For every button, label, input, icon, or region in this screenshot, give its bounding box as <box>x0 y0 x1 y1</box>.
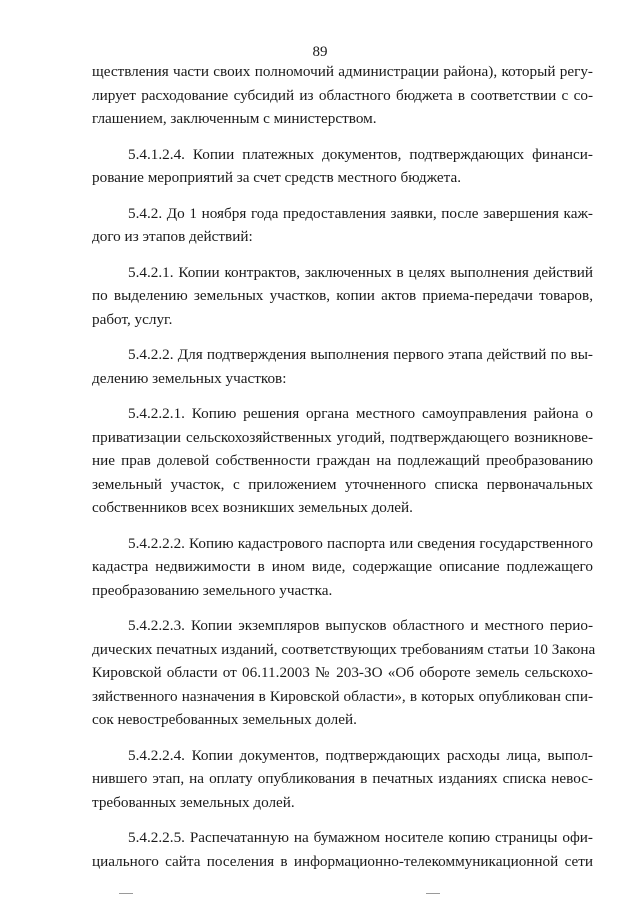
paragraph-p4 <box>92 343 593 390</box>
paragraph-p7 <box>92 614 596 732</box>
text-line: преобразованию земельного участка. <box>92 581 333 599</box>
text-line: ние прав долевой собственности граждан на подлежащий преобразованию <box>92 452 593 469</box>
text-line: дических печатных изданий, соответствующих требованиям статьи 10 Закона <box>92 640 596 658</box>
text-line: 5.4.2.2.1. Копию решения органа местного самоуправления района о <box>128 405 593 422</box>
paragraph-p2 <box>92 202 593 249</box>
text-line: 5.4.2.2.5. Распечатанную на бумажном носителе копию страницы офи- <box>128 829 593 846</box>
text-line: 5.4.2.2.3. Копии экземпляров выпусков областного и местного перио- <box>128 617 593 634</box>
paragraph-p0 <box>92 60 593 131</box>
text-line: 5.4.2.2.2. Копию кадастрового паспорта или сведения государственного <box>128 534 593 552</box>
text-line: земельный участок, с приложением уточненного списка первоначальных <box>92 475 593 493</box>
paragraph-p1 <box>92 143 593 190</box>
text-line: 5.4.2.1. Копии контрактов, заключенных в целях выполнения действий <box>128 263 593 281</box>
text-line: требованных земельных долей. <box>92 793 295 811</box>
text-line: кадастра недвижимости в ином виде, содержащие описание подлежащего <box>92 558 593 575</box>
text-line: лирует расходование субсидий из областного бюджета в соответствии с со- <box>92 86 593 104</box>
text-line: 5.4.2.2. Для подтверждения выполнения первого этапа действий по вы- <box>128 346 593 363</box>
scan-mark <box>426 893 440 894</box>
text-line: 5.4.2.2.4. Копии документов, подтверждающих расходы лица, выпол- <box>128 746 593 764</box>
text-line: работ, услуг. <box>92 310 173 328</box>
text-line: циального сайта поселения в информационно-телекоммуникационной сети <box>92 852 593 870</box>
text-line: ществления части своих полномочий администрации района), который регу- <box>92 63 593 80</box>
paragraph-p8 <box>92 744 593 815</box>
text-line: глашением, заключенным с министерством. <box>92 110 377 127</box>
text-line: 5.4.1.2.4. Копии платежных документов, подтверждающих финанси- <box>128 145 593 163</box>
page-number: 89 <box>312 44 328 60</box>
paragraph-p9 <box>92 826 593 873</box>
text-line: рование мероприятий за счет средств местного бюджета. <box>92 169 461 186</box>
text-line: 5.4.2. До 1 ноября года предоставления заявки, после завершения каж- <box>128 204 593 222</box>
text-line: Кировской области от 06.11.2003 № 203-ЗО «Об обороте земель сельскохо- <box>92 664 593 681</box>
text-line: нившего этап, на оплату опубликования в печатных изданиях списка невос- <box>92 770 593 787</box>
text-line: приватизации сельскохозяйственных угодий, подтверждающего возникнове- <box>92 428 593 446</box>
document-body <box>92 60 596 885</box>
text-line: дого из этапов действий: <box>92 228 253 245</box>
text-line: сок невостребованных земельных долей. <box>92 711 357 728</box>
scan-mark <box>119 893 133 894</box>
paragraph-p6 <box>92 532 593 603</box>
text-line: зяйственного назначения в Кировской области», в которых опубликован спи- <box>92 687 593 705</box>
text-line: делению земельных участков: <box>92 369 287 387</box>
paragraph-p5 <box>92 402 593 520</box>
paragraph-p3 <box>92 261 593 332</box>
text-line: по выделению земельных участков, копии актов приема-передачи товаров, <box>92 287 593 304</box>
text-line: собственников всех возникших земельных долей. <box>92 499 413 516</box>
